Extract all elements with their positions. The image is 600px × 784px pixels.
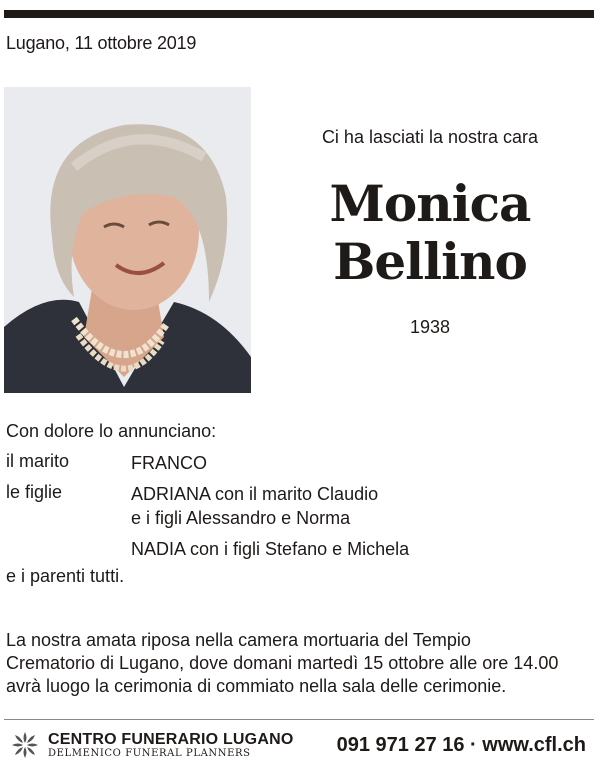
relation-label-daughters: le figlie	[6, 482, 63, 502]
deceased-last-name: Bellino	[333, 232, 527, 291]
notice-line: avrà luogo la cerimonia di commiato nella sala delle cerimonie.	[6, 676, 507, 696]
relation-daughter-adriana	[131, 482, 378, 530]
funeral-logo-icon	[10, 730, 40, 760]
birth-year: 1938	[409, 317, 451, 337]
relation-line: e i figli Alessandro e Norma	[131, 508, 351, 528]
footer	[4, 727, 594, 763]
relation-husband	[131, 451, 207, 475]
relation-label-husband: il marito	[6, 451, 70, 471]
organization	[48, 731, 293, 760]
relatives-line: e i parenti tutti.	[6, 566, 125, 586]
relation-line: NADIA con i figli Stefano e Michela	[131, 539, 410, 559]
organization-subtitle: DELMENICO FUNERAL PLANNERS	[48, 747, 251, 759]
top-rule	[4, 10, 594, 18]
ceremony-notice	[6, 629, 591, 698]
organization-name: CENTRO FUNERARIO LUGANO	[48, 730, 294, 748]
deceased-first-name: Monica	[329, 174, 531, 233]
intro-text: Ci ha lasciati la nostra cara	[321, 127, 539, 147]
relation-line: FRANCO	[131, 453, 207, 473]
notice-line: Crematorio di Lugano, dove domani martedì 15 ottobre alle ore 14.00	[6, 653, 559, 673]
footer-rule	[4, 719, 594, 720]
portrait-photo	[4, 87, 251, 393]
announcement: Con dolore lo annunciano:	[6, 421, 217, 441]
relation-daughter-nadia	[131, 537, 409, 561]
contact-info[interactable]: 091 971 27 16 · www.cfl.ch	[336, 733, 586, 756]
notice-line: La nostra amata riposa nella camera mortuaria del Tempio	[6, 630, 471, 650]
relation-line: ADRIANA con il marito Claudio	[131, 484, 379, 504]
date-line: Lugano, 11 ottobre 2019	[6, 33, 197, 53]
